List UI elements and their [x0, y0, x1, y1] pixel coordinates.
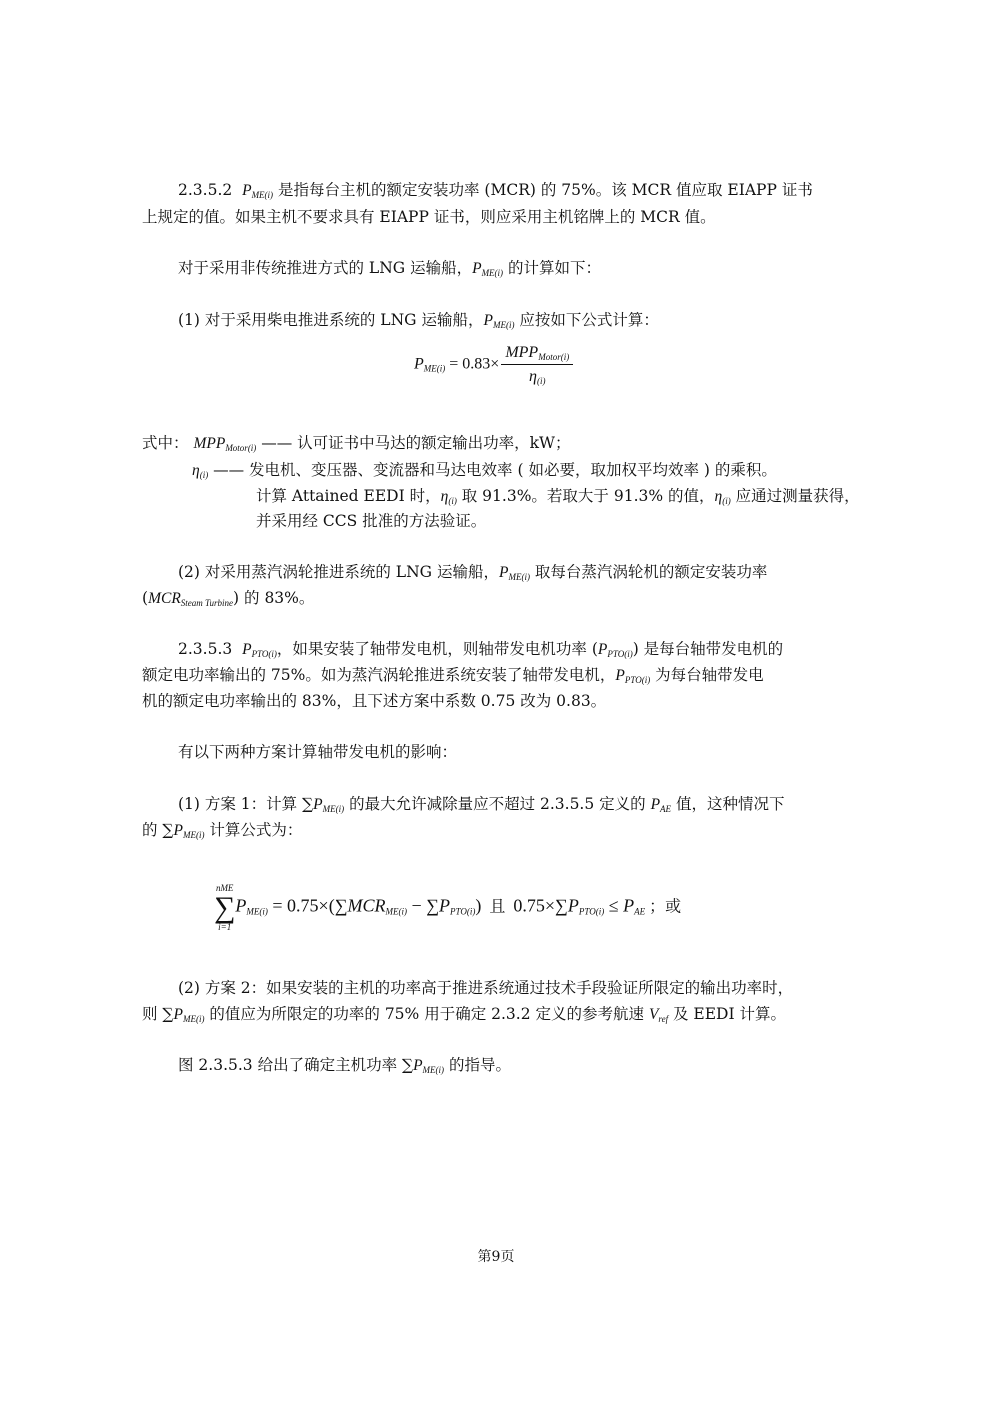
- symbol-mpp: MPP: [193, 435, 226, 452]
- symbol-subscript: (i): [199, 470, 209, 480]
- text: ) 的 83%。: [233, 589, 315, 607]
- text: 取 91.3%。若取大于 91.3% 的值，: [456, 487, 715, 505]
- definition-line1: [142, 433, 571, 458]
- formula-subscript: ME(i): [385, 906, 408, 917]
- formula-lhs: P: [414, 355, 424, 373]
- text: (2) 对采用蒸汽涡轮推进系统的 LNG 运输船，: [178, 563, 499, 581]
- text: 及 EEDI 计算。: [668, 1005, 787, 1023]
- symbol-subscript: Motor(i): [225, 443, 257, 453]
- definition-lead: 式中：: [142, 434, 189, 452]
- formula-subscript: AE: [634, 906, 646, 917]
- text: 为每台轴带发电: [650, 666, 764, 684]
- text: 机的额定电功率输出的 83%，且下述方案中系数 0.75 改为 0.83。: [142, 692, 607, 710]
- symbol-subscript: ME(i): [182, 830, 205, 840]
- section-number: 2.3.5.3: [178, 640, 233, 658]
- text: 是指每台主机的额定安装功率 (MCR) 的 75%。该 MCR 值应取 EIAPP 证书: [273, 181, 813, 199]
- para-steam-turbine-line1: [178, 562, 767, 587]
- summation-upper-limit: nME: [215, 883, 234, 893]
- symbol-p: P: [173, 1006, 183, 1023]
- formula-subscript: PTO(i): [450, 906, 476, 917]
- numerator-symbol: MPP: [505, 344, 539, 361]
- symbol-subscript: PTO(i): [624, 675, 651, 685]
- para-option2-line2: [142, 1004, 786, 1029]
- para-2-3-5-3-line3: [142, 691, 606, 711]
- text: 的值应为所限定的功率的 75% 用于确定 2.3.2 定义的参考航速: [204, 1005, 649, 1023]
- text: 计算 Attained EEDI 时，: [256, 487, 441, 505]
- formula-lhs-subscript: ME(i): [423, 363, 446, 374]
- symbol-p: P: [242, 182, 252, 199]
- formula-sum: ∑: [555, 895, 568, 916]
- text: 额定电功率输出的 75%。如为蒸汽涡轮推进系统安装了轴带发电机，: [142, 666, 616, 684]
- symbol-subscript: ME(i): [492, 320, 515, 330]
- formula-text: ；或: [649, 898, 682, 916]
- para-option2-line1: [178, 978, 793, 998]
- formula-symbol: P: [235, 895, 247, 916]
- numerator-subscript: Motor(i): [538, 352, 570, 362]
- text: 的 ∑: [142, 821, 174, 839]
- text: 有以下两种方案计算轴带发电机的影响：: [178, 743, 458, 761]
- symbol-subscript: ME(i): [422, 1065, 445, 1075]
- text: 图 2.3.5.3 给出了确定主机功率 ∑: [178, 1056, 414, 1074]
- definition-line2: [192, 460, 777, 485]
- symbol-p: P: [413, 1057, 423, 1074]
- summation-sign: ∑: [214, 891, 236, 924]
- symbol-p: P: [597, 641, 608, 658]
- symbol-subscript: ME(i): [508, 572, 530, 582]
- definition-line4: [256, 511, 486, 531]
- text: (2) 方案 2：如果安装的主机的功率高于推进系统通过技术手段验证所限定的输出功率时，: [178, 979, 794, 997]
- symbol-eta: η: [440, 488, 449, 505]
- formula-text: = 0.75×(: [267, 895, 335, 916]
- para-diesel-electric: [178, 310, 659, 335]
- symbol-eta: η: [714, 488, 723, 505]
- text: ，如果安装了轴带发电机，则轴带发电机功率 (: [276, 640, 598, 658]
- text: 上规定的值。如果主机不要求具有 EIAPP 证书，则应采用主机铭牌上的 MCR 值。: [142, 208, 716, 226]
- symbol-subscript: AE: [660, 804, 672, 814]
- text: 对于采用非传统推进方式的 LNG 运输船，: [178, 259, 473, 277]
- para-2-3-5-3-line2: [142, 665, 764, 690]
- formula-text: 0.75×: [513, 895, 556, 916]
- para-steam-turbine-line2: [142, 588, 314, 613]
- text: ) 是每台轴带发电机的: [632, 640, 784, 658]
- para-two-options: [178, 742, 457, 762]
- para-option1-line2: [142, 820, 302, 845]
- text: 的计算如下：: [503, 259, 601, 277]
- summation-lower-limit: i=1: [218, 922, 232, 932]
- symbol-p: P: [472, 260, 482, 277]
- formula-text: ): [475, 895, 482, 916]
- symbol-mcr: MCR: [148, 590, 181, 607]
- symbol-subscript: PTO(i): [251, 649, 277, 659]
- para-option1-line1: [178, 794, 784, 819]
- text: (1) 对于采用柴电推进系统的 LNG 运输船，: [178, 311, 484, 329]
- symbol-eta: η: [192, 462, 200, 479]
- fraction-denominator: [501, 365, 573, 386]
- page-number: 第9页: [477, 1249, 515, 1265]
- text: 计算公式为：: [204, 821, 303, 839]
- symbol-subscript: (i): [448, 496, 457, 506]
- symbol-subscript: ME(i): [322, 804, 345, 814]
- text: 取每台蒸汽涡轮机的额定安装功率: [529, 563, 768, 581]
- para-non-conventional: [178, 258, 601, 283]
- section-number: 2.3.5.2: [178, 181, 233, 199]
- symbol-subscript: ME(i): [182, 1014, 205, 1024]
- formula-sum: ∑: [426, 895, 440, 916]
- text: 的最大允许减除量应不超过 2.3.5.5 定义的: [344, 795, 651, 813]
- formula-equals: = 0.83×: [445, 355, 500, 373]
- formula-symbol: P: [623, 895, 635, 916]
- symbol-p: P: [483, 312, 493, 329]
- text: 的指导。: [444, 1056, 511, 1074]
- formula-text: ≤: [604, 895, 624, 916]
- para-2-3-5-3-line1: [178, 639, 783, 664]
- formula-sum: ∑: [334, 895, 348, 916]
- text: 并采用经 CCS 批准的方法验证。: [256, 512, 487, 530]
- symbol-p: P: [650, 796, 661, 813]
- symbol-p: P: [313, 796, 323, 813]
- formula-symbol: MCR: [347, 895, 386, 916]
- formula-text: 且: [489, 898, 506, 916]
- symbol-p: P: [242, 641, 252, 658]
- fraction-numerator: [501, 344, 573, 365]
- symbol-subscript: ref: [658, 1014, 669, 1024]
- text: (: [142, 589, 149, 607]
- symbol-subscript: PTO(i): [607, 649, 633, 659]
- para-2-3-5-2-line2: [142, 207, 716, 227]
- formula-pme-diesel-electric: [414, 344, 573, 386]
- denominator-subscript: (i): [536, 376, 546, 386]
- text: 值，这种情况下: [671, 795, 785, 813]
- definition-line3: [256, 486, 860, 511]
- symbol-p: P: [498, 564, 509, 581]
- formula-subscript: PTO(i): [578, 906, 605, 917]
- symbol-subscript: ME(i): [251, 190, 274, 200]
- formula-symbol: P: [439, 895, 451, 916]
- formula-symbol: P: [567, 895, 579, 916]
- text: —— 认可证书中马达的额定输出功率，kW；: [256, 434, 571, 452]
- formula-subscript: ME(i): [246, 906, 268, 917]
- text: 应按如下公式计算：: [514, 311, 659, 329]
- symbol-p: P: [173, 822, 183, 839]
- denominator-symbol: η: [529, 368, 537, 385]
- summation: [214, 884, 235, 932]
- symbol-subscript: Steam Turbine: [180, 598, 234, 608]
- text: 应通过测量获得，: [730, 487, 860, 505]
- symbol-subscript: (i): [722, 496, 731, 506]
- formula-text: −: [407, 895, 427, 916]
- symbol-p: P: [615, 667, 625, 684]
- text: (1) 方案 1：计算 ∑: [178, 795, 314, 813]
- para-2-3-5-2-line1: [178, 180, 813, 205]
- formula-fraction: [501, 344, 573, 386]
- para-figure-reference: [178, 1055, 511, 1080]
- symbol-subscript: ME(i): [481, 268, 504, 278]
- formula-option1: [214, 884, 681, 932]
- text: 则 ∑: [142, 1005, 174, 1023]
- text: —— 发电机、变压器、变流器和马达电效率 ( 如必要，取加权平均效率 ) 的乘积。: [208, 461, 777, 479]
- symbol-v: V: [648, 1006, 659, 1023]
